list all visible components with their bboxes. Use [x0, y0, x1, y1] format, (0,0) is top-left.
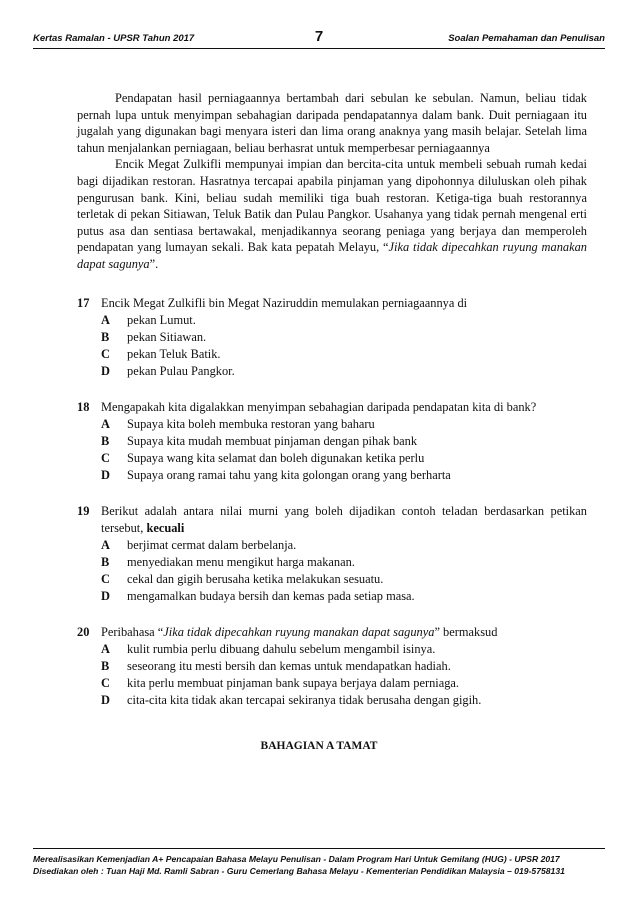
option-letter: A — [101, 538, 110, 552]
question-text: Berikut adalah antara nilai murni yang boleh dijadikan contoh teladan berdasarkan petikan tersebut, — [101, 504, 587, 535]
option-text: seseorang itu mesti bersih dan kemas untuk mendapatkan hadiah. — [127, 659, 451, 673]
option-c[interactable] — [77, 571, 587, 588]
question-text-after: ” bermaksud — [434, 625, 498, 639]
option-text: kita perlu membuat pinjaman bank supaya berjaya dalam perniaga. — [127, 676, 460, 690]
option-c[interactable] — [77, 450, 587, 467]
option-text: kulit rumbia perlu dibuang dahulu sebelum mengambil isinya. — [127, 642, 436, 656]
option-letter: D — [101, 589, 110, 603]
question-stem — [77, 624, 587, 641]
option-d[interactable] — [77, 588, 587, 605]
option-b[interactable] — [77, 554, 587, 571]
option-letter: A — [101, 642, 110, 656]
question-17 — [77, 295, 587, 380]
option-a[interactable] — [77, 537, 587, 554]
option-text: berjimat cermat dalam berbelanja. — [127, 538, 297, 552]
section-end-title: BAHAGIAN A TAMAT — [260, 740, 378, 752]
option-text: pekan Teluk Batik. — [127, 347, 221, 361]
question-20 — [77, 624, 587, 709]
option-letter: C — [101, 572, 110, 586]
footer-line-1: Merealisasikan Kemenjadian A+ Pencapaian Bahasa Melayu Penulisan - Dalam Program Hari Untuk Gemilang (HUG) - UPSR 2017 — [33, 854, 560, 864]
option-b[interactable] — [77, 433, 587, 450]
question-text: Mengapakah kita digalakkan menyimpan sebahagian daripada pendapatan kita di bank? — [101, 400, 537, 414]
option-d[interactable] — [77, 363, 587, 380]
header-exam-title: Kertas Ramalan - UPSR Tahun 2017 — [33, 33, 195, 44]
passage-paragraph-2-end: ”. — [149, 256, 159, 271]
question-number: 18 — [77, 400, 90, 414]
option-letter: A — [101, 417, 110, 431]
option-text: cekal dan gigih berusaha ketika melakukan sesuatu. — [127, 572, 384, 586]
question-stem — [77, 399, 587, 416]
option-c[interactable] — [77, 675, 587, 692]
question-number: 17 — [77, 296, 90, 310]
question-stem — [77, 295, 587, 312]
option-letter: D — [101, 364, 110, 378]
page-footer — [33, 848, 605, 877]
option-text: menyediakan menu mengikut harga makanan. — [127, 555, 355, 569]
question-number: 19 — [77, 504, 90, 518]
option-letter: A — [101, 313, 110, 327]
option-letter: C — [101, 451, 110, 465]
option-a[interactable] — [77, 416, 587, 433]
option-letter: C — [101, 676, 110, 690]
option-b[interactable] — [77, 329, 587, 346]
passage-peribahasa: Jika tidak dipecahkan ruyung manakan dapat sagunya — [77, 240, 587, 271]
option-letter: B — [101, 330, 110, 344]
option-text: pekan Lumut. — [127, 313, 196, 327]
option-letter: C — [101, 347, 110, 361]
reading-passage — [77, 90, 587, 273]
option-d[interactable] — [77, 692, 587, 709]
option-text: Supaya kita boleh membuka restoran yang baharu — [127, 417, 375, 431]
header-section-title: Soalan Pemahaman dan Penulisan — [448, 33, 605, 44]
page-header — [33, 30, 605, 49]
option-letter: B — [101, 659, 110, 673]
option-letter: D — [101, 693, 110, 707]
question-peribahasa: Jika tidak dipecahkan ruyung manakan dapat sagunya — [163, 625, 435, 639]
option-text: Supaya kita mudah membuat pinjaman dengan pihak bank — [127, 434, 418, 448]
passage-paragraph-2-text: Encik Megat Zulkifli mempunyai impian dan bercita-cita untuk membeli sebuah rumah kedai bagi dijadikan restoran. Hasratnya tercapai apabila pinjaman yang dipohonnya diluluskan oleh pihak pengurusan bank. Kini, beliau sudah memiliki tiga buah restoran. Ketiga-tiga buah restorannya terletak di pekan Sitiawan, Teluk Batik dan Pulau Pangkor. Usahanya yang tidak pernah mengenal erti putus asa dan sentiasa bertawakal, menjadikannya seorang peniaga yang berjaya dan memperoleh pendapatan yang lumayan sekali. Bak kata pepatah Melayu, “ — [77, 157, 587, 255]
option-letter: B — [101, 555, 110, 569]
question-stem — [77, 503, 587, 537]
footer-line-2: Disediakan oleh : Tuan Haji Md. Ramli Sabran - Guru Cemerlang Bahasa Melayu - Kementerian Pendidikan Malaysia – 019-5758131 — [33, 866, 565, 876]
page-number: 7 — [314, 28, 324, 45]
option-text: Supaya orang ramai tahu yang kita golongan orang yang berharta — [127, 468, 451, 482]
option-a[interactable] — [77, 312, 587, 329]
passage-paragraph-2 — [77, 156, 587, 272]
option-text: cita-cita kita tidak akan tercapai sekiranya tidak berusaha dengan gigih. — [127, 693, 482, 707]
question-number: 20 — [77, 625, 90, 639]
question-emphasis: kecuali — [146, 521, 185, 535]
question-text-before: Peribahasa “ — [101, 625, 164, 639]
option-c[interactable] — [77, 346, 587, 363]
passage-paragraph-1: Pendapatan hasil perniagaannya bertambah dari sebulan ke sebulan. Namun, beliau tidak pernah lupa untuk menyimpan sebahagian daripada pendapatannya dalam bank. Duit perniagaan itu jugalah yang digunakan bagi menyara isteri dan lima orang anaknya yang masih belajar. Setelah lima tahun menjalankan perniagaan, beliau berhasrat untuk memperbesar perniagaannya — [77, 91, 587, 155]
question-19 — [77, 503, 587, 605]
option-text: pekan Sitiawan. — [127, 330, 207, 344]
option-text: Supaya wang kita selamat dan boleh digunakan ketika perlu — [127, 451, 425, 465]
option-letter: B — [101, 434, 110, 448]
option-text: pekan Pulau Pangkor. — [127, 364, 235, 378]
question-18 — [77, 399, 587, 484]
option-letter: D — [101, 468, 110, 482]
option-d[interactable] — [77, 467, 587, 484]
question-text: Encik Megat Zulkifli bin Megat Naziruddin memulakan perniagaannya di — [101, 296, 468, 310]
option-a[interactable] — [77, 641, 587, 658]
option-text: mengamalkan budaya bersih dan kemas pada setiap masa. — [127, 589, 415, 603]
option-b[interactable] — [77, 658, 587, 675]
